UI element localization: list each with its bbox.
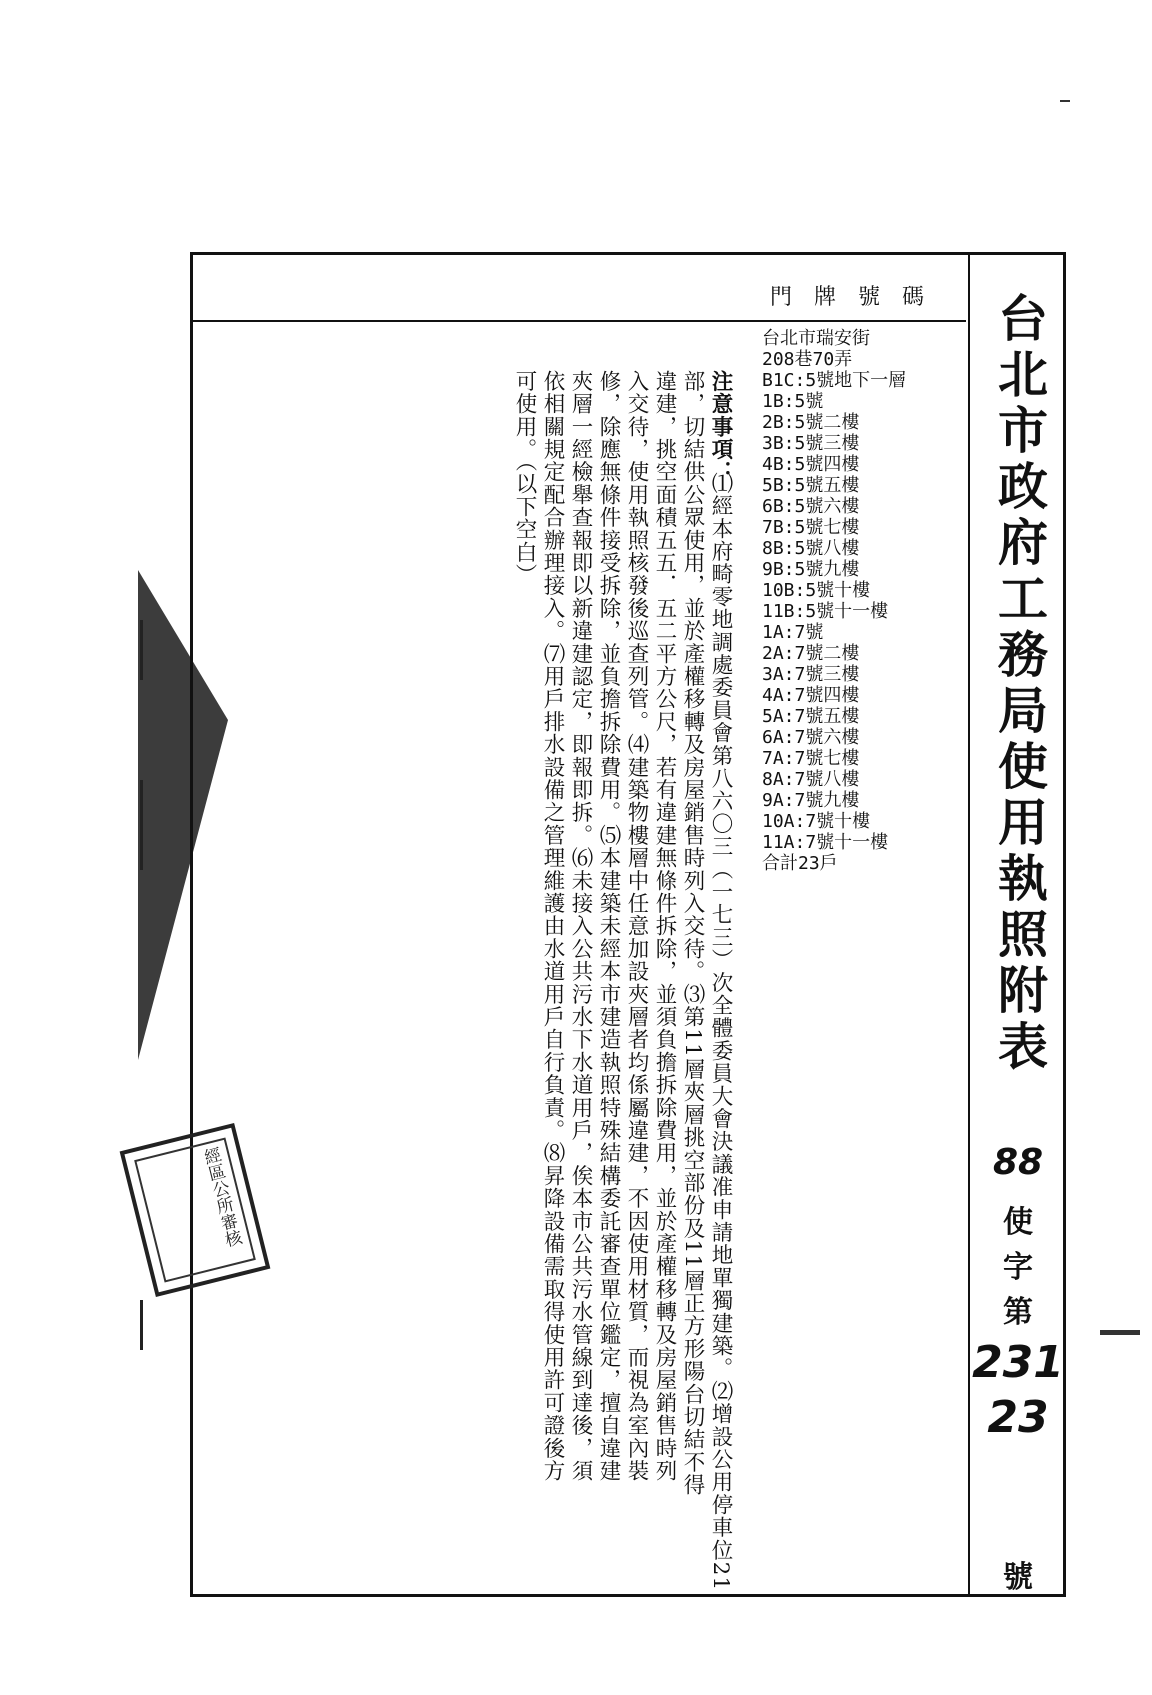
address-line: 11B:5號十一樓 bbox=[762, 601, 889, 622]
address-line: 2B:5號二樓 bbox=[762, 412, 860, 433]
notes-heading: 注意事項： bbox=[708, 370, 733, 484]
scan-dot bbox=[1060, 100, 1070, 102]
address-line: 2A:7號二樓 bbox=[762, 643, 860, 664]
permit-type-char: 字 bbox=[1003, 1250, 1033, 1285]
seal-text: 經區公所審核 bbox=[134, 1138, 256, 1283]
address-line: 6B:5號六樓 bbox=[762, 496, 860, 517]
permit-number-sub: 23 bbox=[987, 1392, 1049, 1443]
scan-edge-mark bbox=[140, 780, 143, 870]
address-line: 3B:5號三樓 bbox=[762, 433, 860, 454]
header-label: 門牌號碼 bbox=[770, 285, 947, 310]
address-line: 6A:7號六樓 bbox=[762, 727, 860, 748]
address-line: 4A:7號四樓 bbox=[762, 685, 860, 706]
permit-suffix: 號 bbox=[1003, 1560, 1033, 1595]
address-line: 9A:7號九樓 bbox=[762, 790, 860, 811]
notes-column: 修，除應無條件接受拆除，並負擔拆除費用。⑸本建築未經本市建造執照特殊結構委託審查單位鑑定，擅自違建 bbox=[596, 370, 621, 1483]
address-list bbox=[762, 328, 906, 874]
scan-edge-mark bbox=[140, 620, 143, 680]
address-line: 10B:5號十樓 bbox=[762, 580, 871, 601]
scan-dot bbox=[1100, 1330, 1140, 1335]
address-line: 4B:5號四樓 bbox=[762, 454, 860, 475]
notes-column: 依相關規定配合辦理接入。⑺用戶排水設備之管理維護由水道用戶自行負責。⑻昇降設備需取得使用許可證後方 bbox=[540, 370, 565, 1483]
permit-type-char: 使 bbox=[1003, 1205, 1033, 1240]
notes-column: 夾層一經檢舉查報即以新違建認定，即報即拆。⑹未接入公共污水下水道用戶，俟本市公共污水管線到達後，須 bbox=[568, 370, 593, 1483]
address-line: B1C:5號地下一層 bbox=[762, 370, 907, 391]
address-line: 9B:5號九樓 bbox=[762, 559, 860, 580]
permit-year: 88 bbox=[992, 1142, 1044, 1183]
address-line: 1A:7號 bbox=[762, 622, 824, 643]
address-line: 8A:7號八樓 bbox=[762, 769, 860, 790]
address-line: 208巷70弄 bbox=[762, 349, 853, 370]
notes-column: 違建，挑空面積五五．五二平方公尺，若有違建無條件拆除，並須負擔拆除費用，並於產權移轉及房屋銷售時列 bbox=[652, 370, 677, 1483]
notes-column: 部，切結供公眾使用，並於產權移轉及房屋銷售時列入交待。⑶第11層夾層挑空部份及11層正方形陽台切結不得 bbox=[680, 370, 705, 1497]
permit-number: 231 bbox=[972, 1337, 1064, 1388]
address-line: 7B:5號七樓 bbox=[762, 517, 860, 538]
address-line: 5A:7號五樓 bbox=[762, 706, 860, 727]
address-line: 5B:5號五樓 bbox=[762, 475, 860, 496]
notes-column: 可使用。（以下空白） bbox=[512, 370, 537, 587]
address-line: 3A:7號三樓 bbox=[762, 664, 860, 685]
address-line: 台北市瑞安街 bbox=[762, 328, 870, 349]
notes-column: 入交待，使用執照核發後巡查列管。⑷建築物樓層中任意加設夾層者均係屬違建，不因使用材質，而視為室內裝 bbox=[624, 370, 649, 1483]
address-line: 8B:5號八樓 bbox=[762, 538, 860, 559]
address-line: 7A:7號七樓 bbox=[762, 748, 860, 769]
permit-type-char: 第 bbox=[1003, 1295, 1033, 1330]
notes-column: ⑴經本府畸零地調處委員會第八六〇三（一七三）次全體委員大會決議准申請地單獨建築。⑵增設公用停車位21 bbox=[708, 472, 733, 1592]
title-column bbox=[968, 252, 1066, 1597]
scan-edge-mark bbox=[140, 1300, 143, 1350]
address-line: 10A:7號十樓 bbox=[762, 811, 871, 832]
document-title: 台北市政府工務局使用執照附表 bbox=[990, 292, 1049, 1076]
address-line: 11A:7號十一樓 bbox=[762, 832, 889, 853]
address-line: 1B:5號 bbox=[762, 391, 824, 412]
address-line: 合計23戶 bbox=[762, 853, 838, 874]
